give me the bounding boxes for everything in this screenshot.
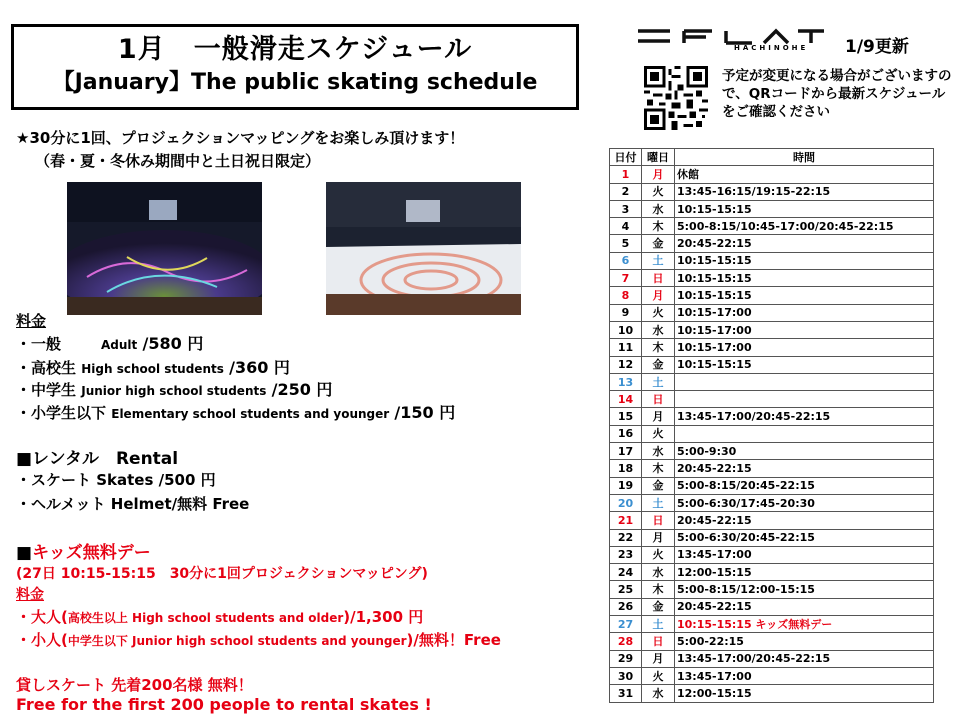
date-cell: 28 bbox=[610, 633, 642, 650]
table-row bbox=[610, 633, 934, 650]
fee-adult-price: /580 円 bbox=[142, 334, 204, 353]
fee-elementary-price: /150 円 bbox=[394, 403, 456, 422]
date-cell: 18 bbox=[610, 460, 642, 477]
weekday-cell: 月 bbox=[642, 650, 675, 667]
fee-elementary-en: Elementary school students and younger bbox=[111, 407, 390, 421]
time-cell: 5:00-22:15 bbox=[675, 633, 934, 650]
kids-heading-text: キッズ無料デー bbox=[32, 543, 151, 563]
kids-skates-en: Free for the first 200 people to rental skates ! bbox=[16, 695, 432, 714]
time-cell: 10:15-15:15 bbox=[675, 287, 934, 304]
time-cell: 13:45-16:15/19:15-22:15 bbox=[675, 183, 934, 200]
fees-heading: 料金 bbox=[16, 312, 47, 330]
date-cell: 25 bbox=[610, 581, 642, 598]
projection-note: ★30分に1回、プロジェクションマッピングをお楽しみ頂けます！ bbox=[16, 129, 465, 147]
date-cell: 14 bbox=[610, 391, 642, 408]
date-cell: 29 bbox=[610, 650, 642, 667]
table-row bbox=[610, 529, 934, 546]
fee-highschool-price: /360 円 bbox=[229, 358, 290, 377]
time-cell: 13:45-17:00 bbox=[675, 546, 934, 563]
time-cell: 12:00-15:15 bbox=[675, 685, 934, 702]
update-date: 1/9更新 bbox=[845, 37, 909, 57]
table-row bbox=[610, 270, 934, 287]
time-cell: 20:45-22:15 bbox=[675, 598, 934, 615]
weekday-cell: 水 bbox=[642, 685, 675, 702]
weekday-cell: 土 bbox=[642, 494, 675, 511]
fee-adult-jp: ・一般 bbox=[16, 335, 62, 353]
fee-junior-jp: ・中学生 bbox=[16, 381, 77, 399]
table-row bbox=[610, 252, 934, 269]
notice-text: 予定が変更になる場合がございますので、QRコードから最新スケジュールをご確認ください bbox=[722, 68, 952, 120]
header-time: 時間 bbox=[675, 149, 934, 166]
projection-period: （春・夏・冬休み期間中と土日祝日限定） bbox=[35, 152, 321, 170]
date-cell: 24 bbox=[610, 564, 642, 581]
kids-fee-adult-note: 高校生以上 High school students and older bbox=[67, 611, 344, 625]
table-row bbox=[610, 564, 934, 581]
date-cell: 6 bbox=[610, 252, 642, 269]
weekday-cell: 月 bbox=[642, 529, 675, 546]
date-cell: 27 bbox=[610, 616, 642, 633]
fee-elementary-jp: ・小学生以下 bbox=[16, 404, 107, 422]
time-cell: 休館 bbox=[675, 166, 934, 183]
time-cell: 10:15-15:15 bbox=[675, 356, 934, 373]
kids-skates-jp: 貸しスケート 先着200名様 無料！ bbox=[16, 676, 253, 694]
weekday-cell: 土 bbox=[642, 616, 675, 633]
date-cell: 13 bbox=[610, 373, 642, 390]
time-cell bbox=[675, 425, 934, 442]
time-cell: 5:00-8:15/20:45-22:15 bbox=[675, 477, 934, 494]
weekday-cell: 金 bbox=[642, 477, 675, 494]
qr-code-image bbox=[643, 66, 709, 130]
date-cell: 4 bbox=[610, 218, 642, 235]
date-cell: 12 bbox=[610, 356, 642, 373]
time-cell: 5:00-8:15/10:45-17:00/20:45-22:15 bbox=[675, 218, 934, 235]
weekday-cell: 月 bbox=[642, 408, 675, 425]
weekday-cell: 火 bbox=[642, 425, 675, 442]
time-cell: 10:15-15:15 bbox=[675, 270, 934, 287]
date-cell: 26 bbox=[610, 598, 642, 615]
time-cell: 5:00-9:30 bbox=[675, 443, 934, 460]
table-row bbox=[610, 512, 934, 529]
date-cell: 16 bbox=[610, 425, 642, 442]
date-cell: 22 bbox=[610, 529, 642, 546]
table-row bbox=[610, 408, 934, 425]
header-date: 日付 bbox=[610, 149, 642, 166]
rink-photo-projection-2 bbox=[326, 182, 521, 315]
table-row bbox=[610, 321, 934, 338]
flat-logo bbox=[636, 27, 826, 59]
date-cell: 8 bbox=[610, 287, 642, 304]
fee-elementary bbox=[16, 400, 455, 423]
weekday-cell: 水 bbox=[642, 564, 675, 581]
time-cell: 20:45-22:15 bbox=[675, 235, 934, 252]
weekday-cell: 木 bbox=[642, 218, 675, 235]
rental-helmet: ・ヘルメット Helmet/無料 Free bbox=[16, 495, 250, 513]
rental-skates: ・スケート Skates /500 円 bbox=[16, 471, 216, 489]
time-cell bbox=[675, 373, 934, 390]
table-row bbox=[610, 339, 934, 356]
fee-highschool-en: High school students bbox=[81, 362, 224, 376]
table-row bbox=[610, 443, 934, 460]
fee-highschool bbox=[16, 355, 290, 378]
weekday-cell: 水 bbox=[642, 321, 675, 338]
date-cell: 7 bbox=[610, 270, 642, 287]
kids-fee-child-note: 中学生以下 Junior high school students and younger bbox=[67, 634, 407, 648]
weekday-cell: 金 bbox=[642, 598, 675, 615]
fee-junior bbox=[16, 377, 332, 400]
kids-heading bbox=[16, 538, 151, 563]
weekday-cell: 土 bbox=[642, 252, 675, 269]
fee-adult-en: Adult bbox=[101, 338, 138, 352]
date-cell: 30 bbox=[610, 667, 642, 684]
date-cell: 17 bbox=[610, 443, 642, 460]
table-row bbox=[610, 494, 934, 511]
time-cell: 13:45-17:00/20:45-22:15 bbox=[675, 650, 934, 667]
table-row bbox=[610, 218, 934, 235]
table-row bbox=[610, 166, 934, 183]
kids-fee-adult bbox=[16, 606, 423, 627]
table-row bbox=[610, 200, 934, 217]
date-cell: 20 bbox=[610, 494, 642, 511]
kids-detail: (27日 10:15-15:15 30分に1回プロジェクションマッピング) bbox=[16, 566, 428, 582]
table-row bbox=[610, 235, 934, 252]
table-row bbox=[610, 287, 934, 304]
schedule-table bbox=[609, 148, 934, 703]
date-cell: 31 bbox=[610, 685, 642, 702]
table-row bbox=[610, 546, 934, 563]
time-cell: 13:45-17:00 bbox=[675, 667, 934, 684]
table-row bbox=[610, 391, 934, 408]
kids-fee-heading: 料金 bbox=[16, 587, 44, 603]
time-cell: 5:00-6:30/20:45-22:15 bbox=[675, 529, 934, 546]
date-cell: 15 bbox=[610, 408, 642, 425]
weekday-cell: 月 bbox=[642, 287, 675, 304]
table-row bbox=[610, 460, 934, 477]
date-cell: 1 bbox=[610, 166, 642, 183]
table-row bbox=[610, 477, 934, 494]
date-cell: 19 bbox=[610, 477, 642, 494]
kids-fee-adult-pre: ・大人( bbox=[16, 608, 68, 626]
weekday-cell: 日 bbox=[642, 633, 675, 650]
date-cell: 5 bbox=[610, 235, 642, 252]
rink-photo-projection-1 bbox=[67, 182, 262, 315]
page-subtitle: 【January】The public skating schedule bbox=[52, 70, 538, 95]
weekday-cell: 火 bbox=[642, 304, 675, 321]
weekday-cell: 火 bbox=[642, 546, 675, 563]
logo-subtext: HACHINOHE bbox=[734, 44, 809, 52]
fee-highschool-jp: ・高校生 bbox=[16, 359, 77, 377]
weekday-cell: 月 bbox=[642, 166, 675, 183]
kids-fee-adult-price: )/1,300 円 bbox=[343, 608, 424, 626]
date-cell: 2 bbox=[610, 183, 642, 200]
time-cell: 10:15-15:15 bbox=[675, 252, 934, 269]
table-row bbox=[610, 598, 934, 615]
date-cell: 9 bbox=[610, 304, 642, 321]
schedule-body bbox=[610, 166, 934, 702]
table-row bbox=[610, 304, 934, 321]
qr-code[interactable] bbox=[643, 66, 709, 130]
weekday-cell: 金 bbox=[642, 356, 675, 373]
table-row bbox=[610, 356, 934, 373]
fee-junior-price: /250 円 bbox=[271, 380, 333, 399]
weekday-cell: 木 bbox=[642, 339, 675, 356]
table-row bbox=[610, 425, 934, 442]
time-cell: 10:15-17:00 bbox=[675, 339, 934, 356]
date-cell: 3 bbox=[610, 200, 642, 217]
time-cell: 13:45-17:00/20:45-22:15 bbox=[675, 408, 934, 425]
weekday-cell: 水 bbox=[642, 200, 675, 217]
weekday-cell: 金 bbox=[642, 235, 675, 252]
time-cell bbox=[675, 391, 934, 408]
fee-adult bbox=[16, 331, 203, 354]
kids-fee-child bbox=[16, 629, 501, 650]
time-cell: 10:15-17:00 bbox=[675, 321, 934, 338]
weekday-cell: 木 bbox=[642, 581, 675, 598]
date-cell: 21 bbox=[610, 512, 642, 529]
fee-junior-en: Junior high school students bbox=[81, 384, 267, 398]
date-cell: 23 bbox=[610, 546, 642, 563]
weekday-cell: 火 bbox=[642, 183, 675, 200]
weekday-cell: 日 bbox=[642, 391, 675, 408]
weekday-cell: 火 bbox=[642, 667, 675, 684]
table-row bbox=[610, 183, 934, 200]
rental-heading: ■レンタル Rental bbox=[16, 449, 179, 469]
title-box bbox=[11, 24, 579, 110]
table-row bbox=[610, 616, 934, 633]
weekday-cell: 水 bbox=[642, 443, 675, 460]
schedule-header-row bbox=[610, 149, 934, 166]
time-cell: 10:15-17:00 bbox=[675, 304, 934, 321]
time-cell: 5:00-8:15/12:00-15:15 bbox=[675, 581, 934, 598]
date-cell: 11 bbox=[610, 339, 642, 356]
time-cell: 10:15-15:15 キッズ無料デー bbox=[675, 616, 934, 633]
time-cell: 10:15-15:15 bbox=[675, 200, 934, 217]
weekday-cell: 土 bbox=[642, 373, 675, 390]
kids-fee-child-price: )/無料！Free bbox=[406, 631, 501, 649]
time-cell: 20:45-22:15 bbox=[675, 460, 934, 477]
weekday-cell: 日 bbox=[642, 270, 675, 287]
kids-heading-mark: ■ bbox=[16, 543, 33, 563]
time-cell: 20:45-22:15 bbox=[675, 512, 934, 529]
table-row bbox=[610, 650, 934, 667]
table-row bbox=[610, 373, 934, 390]
table-row bbox=[610, 685, 934, 702]
page-title: 1月 一般滑走スケジュール bbox=[117, 34, 473, 65]
header-weekday: 曜日 bbox=[642, 149, 675, 166]
kids-fee-child-pre: ・小人( bbox=[16, 631, 68, 649]
time-cell: 12:00-15:15 bbox=[675, 564, 934, 581]
weekday-cell: 木 bbox=[642, 460, 675, 477]
table-row bbox=[610, 581, 934, 598]
weekday-cell: 日 bbox=[642, 512, 675, 529]
date-cell: 10 bbox=[610, 321, 642, 338]
table-row bbox=[610, 667, 934, 684]
time-cell: 5:00-6:30/17:45-20:30 bbox=[675, 494, 934, 511]
